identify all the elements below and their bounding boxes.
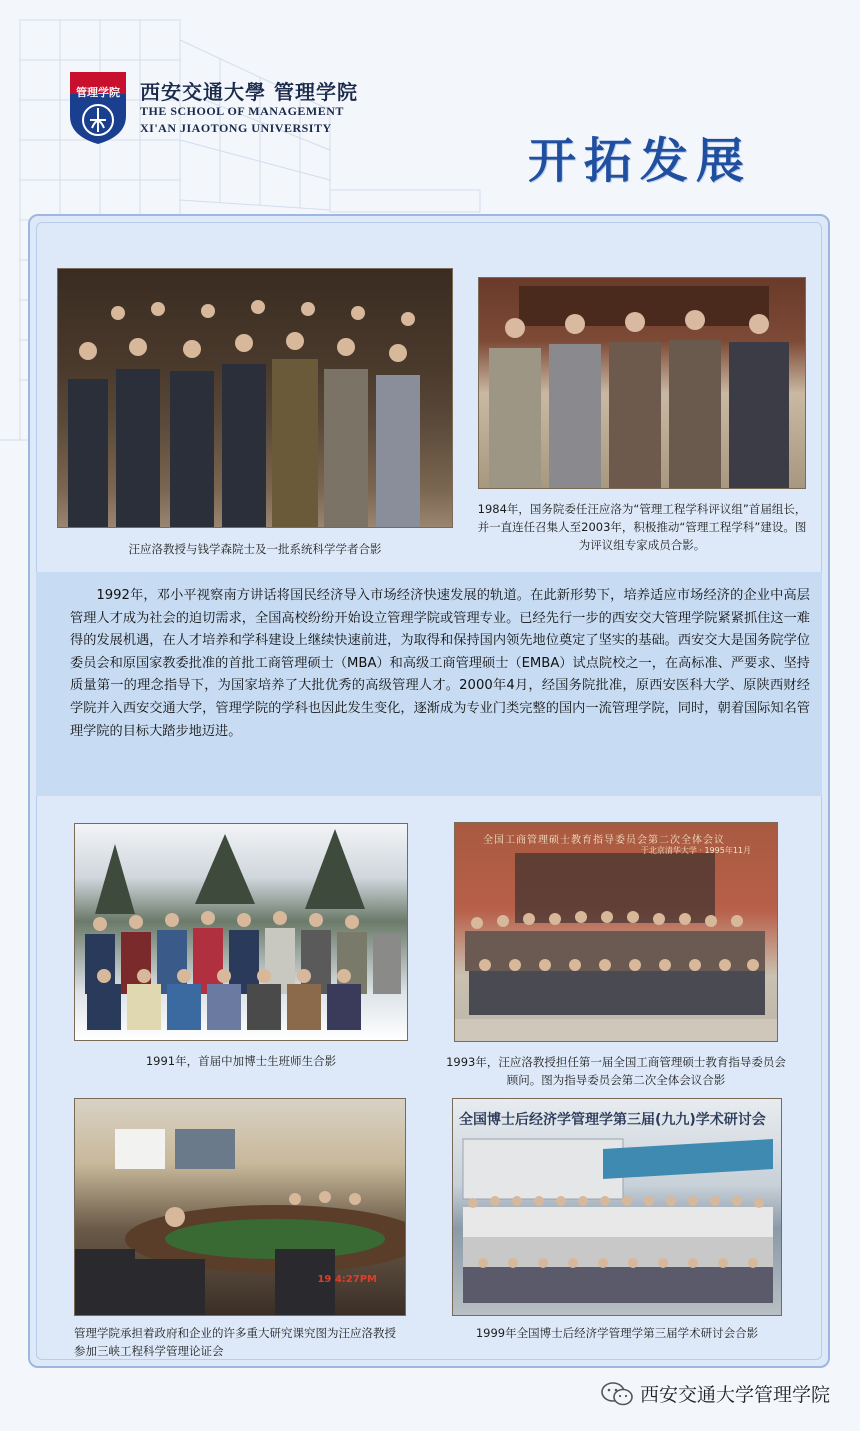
photo-banner-text: 全国工商管理硕士教育指导委员会第二次全体会议: [483, 835, 725, 846]
body-paragraph: 1992年，邓小平视察南方讲话将国民经济导入市场经济快速发展的轨道。在此新形势下，培养适应市场经济的企业中高层管理人才成为社会的迫切需求，全国高校纷纷开始设立管理学院或管理专业。已经先行一步的西安交大管理学院紧紧抓住这一难得的发展机遇，在人才培养和学科建设上继续快速前进，为取得和保持国内领先地位奠定了坚实的基础。西安交大是国务院学位委员会和原国家教委批准的首批工商管理硕士（MBA）和高级工商管理硕士（EMBA）试点院校之一，在高标准、严要求、坚持质量第一的理念指导下，为国家培养了大批优秀的高级管理人才。2000年4月，经国务院批准，原西安医科大学、原陕西财经学院并入西安交通大学，管理学院的学科也因此发生变化，逐渐成为专业门类完整的国内一流管理学院，同时，朝着国际知名管理学院的目标大踏步地迈进。: [70, 588, 810, 739]
photo-date-stamp: 19 4:27PM: [317, 1274, 377, 1285]
photo-caption: 1991年，首届中加博士生班师生合影: [145, 1054, 337, 1068]
wechat-icon: [600, 1381, 634, 1407]
photo-china-canada-phd-class: [74, 823, 408, 1041]
photo-mba-committee: [454, 822, 778, 1042]
footer-label: 西安交通大学管理学院: [639, 1384, 830, 1406]
logo-label: 管理学院: [76, 86, 120, 99]
photo-banner-text: 全国博士后经济学管理学第三届(九九)学术研讨会: [459, 1112, 766, 1128]
photo-caption: 管理学院承担着政府和企业的许多重大研究课究图为汪应洛教授参加三峡工程科学管理论证会: [74, 1326, 396, 1358]
school-logo: [68, 70, 128, 146]
photo-caption: 1999年全国博士后经济学管理学第三届学术研讨会合影: [475, 1326, 759, 1340]
group-figures: [58, 269, 453, 528]
photo-caption: 汪应洛教授与钱学森院士及一批系统科学学者合影: [128, 542, 382, 556]
school-name-cn: 西安交通大學 管理学院: [140, 80, 358, 104]
school-name-en-line1: THE SCHOOL OF MANAGEMENT: [140, 104, 344, 118]
page-title: 开拓发展: [528, 133, 753, 189]
footer-account: [600, 1380, 830, 1407]
photo-evaluation-group: [478, 277, 806, 489]
photo-caption: 1984年，国务院委任汪应洛为“管理工程学科评议组”首届组长，并一直连任召集人至2003年，积极推动“管理工程学科”建设。图为评议组专家成员合影。: [477, 502, 807, 552]
photo-banner-subtext: 于北京清华大学 · 1995年11月: [640, 846, 751, 855]
photo-qian-xuesen-group: [57, 268, 453, 528]
photo-postdoc-symposium: [452, 1098, 782, 1316]
group-figures: [75, 824, 408, 1041]
group-figures: [479, 278, 806, 489]
photo-caption: 1993年，汪应洛教授担任第一届全国工商管理硕士教育指导委员会顾问。图为指导委员会第二次全体会议合影: [446, 1055, 786, 1087]
group-figures: [453, 1099, 782, 1316]
photo-three-gorges-meeting: [74, 1098, 406, 1316]
school-name-en-line2: XI'AN JIAOTONG UNIVERSITY: [140, 121, 332, 135]
